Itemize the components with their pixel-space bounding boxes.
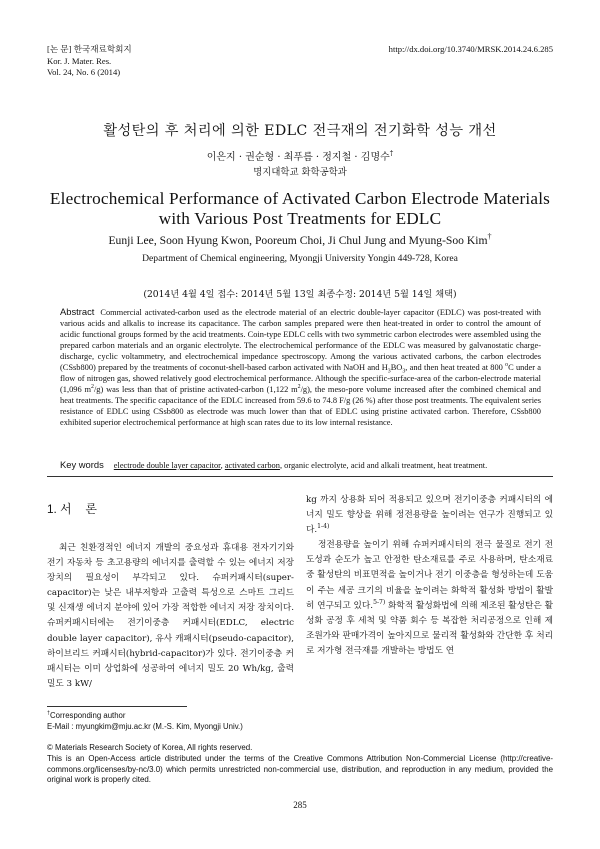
authors-english-names: Eunji Lee, Soon Hyung Kwon, Pooreum Choi, Ji Chul Jung and Myung-Soo Kim bbox=[108, 234, 488, 247]
corresponding-author: Corresponding author bbox=[50, 711, 126, 720]
corresponding-mark: † bbox=[389, 149, 394, 158]
license-text: This is an Open-Access article distributed under the terms of the Creative Commons Attribution Non-Commercial License (http://creative-commons.org/licenses/by-nc/3.0) which permits unrestricted non-commercial use, distribution, and reproduction in any medium, provided the original work is properly cited. bbox=[47, 753, 553, 785]
keywords-rest: , organic electrolyte, acid and alkali treatment, heat treatment. bbox=[279, 461, 488, 470]
paragraph-text: 정전용량을 높이기 위해 슈퍼커패시터의 전극 물질로 전기 전도성과 순도가 높고 안정한 탄소재료를 주로 사용하며, 탄소재료 중 활성탄의 비표면적을 높이거나 전기 이중층을 형성하는데 도움이 주는 세공 크기의 비율을 높이려는 화학적 활성화 방법이 활발히 연구되고 있다. bbox=[306, 540, 553, 611]
paragraph bbox=[306, 538, 553, 659]
authors-korean bbox=[0, 148, 600, 163]
license-block bbox=[47, 743, 553, 786]
authors-english bbox=[0, 234, 600, 247]
title-english-line2: with Various Post Treatments for EDLC bbox=[158, 209, 442, 228]
page-number: 285 bbox=[293, 800, 307, 810]
abstract bbox=[60, 306, 541, 429]
keywords-label: Key words bbox=[60, 459, 104, 470]
superscript: 2 bbox=[91, 384, 94, 391]
superscript: 2 bbox=[297, 384, 301, 391]
paragraph bbox=[306, 493, 553, 538]
abstract-text-5: /g) was less than that of pristine activated-carbon (1,122 m bbox=[93, 385, 298, 395]
body-column-right bbox=[306, 493, 553, 659]
paragraph-text: kg 까지 상용화 되어 적용되고 있으며 전기이중층 커패시터의 에너지 밀도 향상을 위해 정전용량을 높이려는 연구가 진행되고 있다. bbox=[306, 495, 553, 536]
footnote bbox=[47, 711, 243, 732]
journal-header bbox=[47, 44, 132, 79]
section-title: 론 bbox=[85, 502, 97, 516]
received-dates: (2014년 4월 4일 접수: 2014년 5월 13일 최종수정: 2014년 5월 14일 채택) bbox=[143, 289, 457, 300]
keyword-separator: , bbox=[220, 461, 225, 470]
section-number: 1. 서 bbox=[47, 502, 72, 516]
keyword-link[interactable]: activated carbon bbox=[224, 461, 280, 470]
keywords bbox=[60, 459, 541, 470]
section-divider bbox=[47, 476, 553, 477]
title-english bbox=[20, 189, 580, 229]
copyright-line: © Materials Research Society of Korea, All rights reserved. bbox=[47, 743, 253, 752]
citation: 1-4) bbox=[317, 523, 330, 531]
abstract-label: Abstract bbox=[60, 306, 95, 317]
title-korean: 활성탄의 후 처리에 의한 EDLC 전극재의 전기화학 성능 개선 bbox=[103, 123, 497, 139]
body-column-left bbox=[47, 541, 294, 692]
subscript: 3 bbox=[387, 368, 391, 375]
citation: 5-7) bbox=[373, 598, 386, 606]
paragraph-text: 화학적 활성화법에 의해 제조된 활성탄은 활성화 공정 후 세척 및 약품 회수 등 복잡한 처리공정으로 인해 제조원가와 판매가격이 높아지므로 물리적 활성화와 간단한 후 처리로 저가형 전극재를 개발하는 방법도 연 bbox=[306, 600, 553, 656]
doi-link[interactable]: http://dx.doi.org/10.3740/MRSK.2014.24.6.285 bbox=[388, 44, 553, 54]
corresponding-mark-en: † bbox=[487, 232, 492, 242]
abstract-text-4: C under a flow of nitrogen gas, showed relatively good electrochemical performance. Although the specific-surface-area of the carbon-electrode material (1,096 m bbox=[60, 363, 541, 395]
section-heading bbox=[47, 500, 111, 517]
author-email: E-Mail : myungkim@mju.ac.kr (M.-S. Kim, Myongji Univ.) bbox=[47, 721, 243, 731]
degree-mark: o bbox=[505, 362, 509, 369]
affiliation-english: Department of Chemical engineering, Myongji University Yongin 449-728, Korea bbox=[142, 253, 458, 264]
title-english-line1: Electrochemical Performance of Activated Carbon Electrode Materials bbox=[49, 189, 551, 208]
abstract-text-3: , and then heat treated at 800 bbox=[405, 363, 506, 373]
subscript: 3 bbox=[402, 368, 406, 375]
footnote-divider bbox=[47, 706, 187, 707]
abstract-text-6: /g), the meso-pore volume increased after the combined chemical and heat treatments. The specific capacitance of the EDLC increased from 59.6 to 74.8 F/g (26 %) after those post treatments. The equivalent series resistance of EDLC using CSsb800 as electrode was much lower than that of EDLC using pristine activated carbon. Therefore, CSsb800 exhibited superior electrochemical performance at high scan rates due to its low internal resistance. bbox=[60, 385, 541, 428]
journal-name-kr: [논 문] 한국재료학회지 bbox=[47, 44, 132, 54]
paragraph: 최근 친환경적인 에너지 개발의 중요성과 휴대용 전자기기와 전기 자동차 등 초고용량의 에너지를 출력할 수 있는 에너지 저장 장치의 필요성이 부각되고 있다. 슈퍼커패시터(super-capacitor)는 낮은 내부저항과 고출력 특성으로 스마트 그리드 및 신재생 에너지 분야에 있어 가장 적합한 에너지 저장 장치이다. 슈퍼커패시터에는 전기이중층 커패시터(EDLC, electric double layer capacitor), 유사 캐패시터(pseudo-capacitor), 하이브리드 커패시터(hybrid-capacitor)가 있다. 전기이중층 커패시터는 이미 상업화에 성공하여 에너지 밀도 20 Wh/kg, 출력밀도 3 kW/ bbox=[47, 543, 294, 689]
abstract-text-2: BO bbox=[390, 363, 403, 373]
keyword-link[interactable]: electrode double layer capacitor bbox=[113, 461, 221, 470]
journal-name-en: Kor. J. Mater. Res. bbox=[47, 55, 112, 66]
journal-volume: Vol. 24, No. 6 (2014) bbox=[47, 67, 121, 78]
abstract-text-1: Commercial activated-carbon used as the electrode material of an electric double-layer capacitor (EDLC) was post-treated with various acids and alkalis to increase its capacitance. The carbon samples prepared were then heat-treated in order to control the amount of acidic functional groups formed by the acid treatments. Coin-type EDLC cells with two symmetric carbon electrodes were assembled using the prepared carbon materials and an organic electrolyte. The electrochemical performance of the EDLC was measured by galvanostatic charge-discharge, cyclic voltammetry, and electrochemical impedance spectroscopy. Among the various activated carbons, the carbon electrodes (CSsb800) prepared by the treatments of coconut-shell-based carbon activated with NaOH and H bbox=[60, 308, 541, 373]
affiliation-korean: 명지대학교 화학공학과 bbox=[253, 167, 347, 178]
authors-korean-names: 이은지 · 권순형 · 최푸름 · 정지철 · 김명수 bbox=[206, 152, 390, 163]
footnote-mark: † bbox=[47, 710, 51, 717]
